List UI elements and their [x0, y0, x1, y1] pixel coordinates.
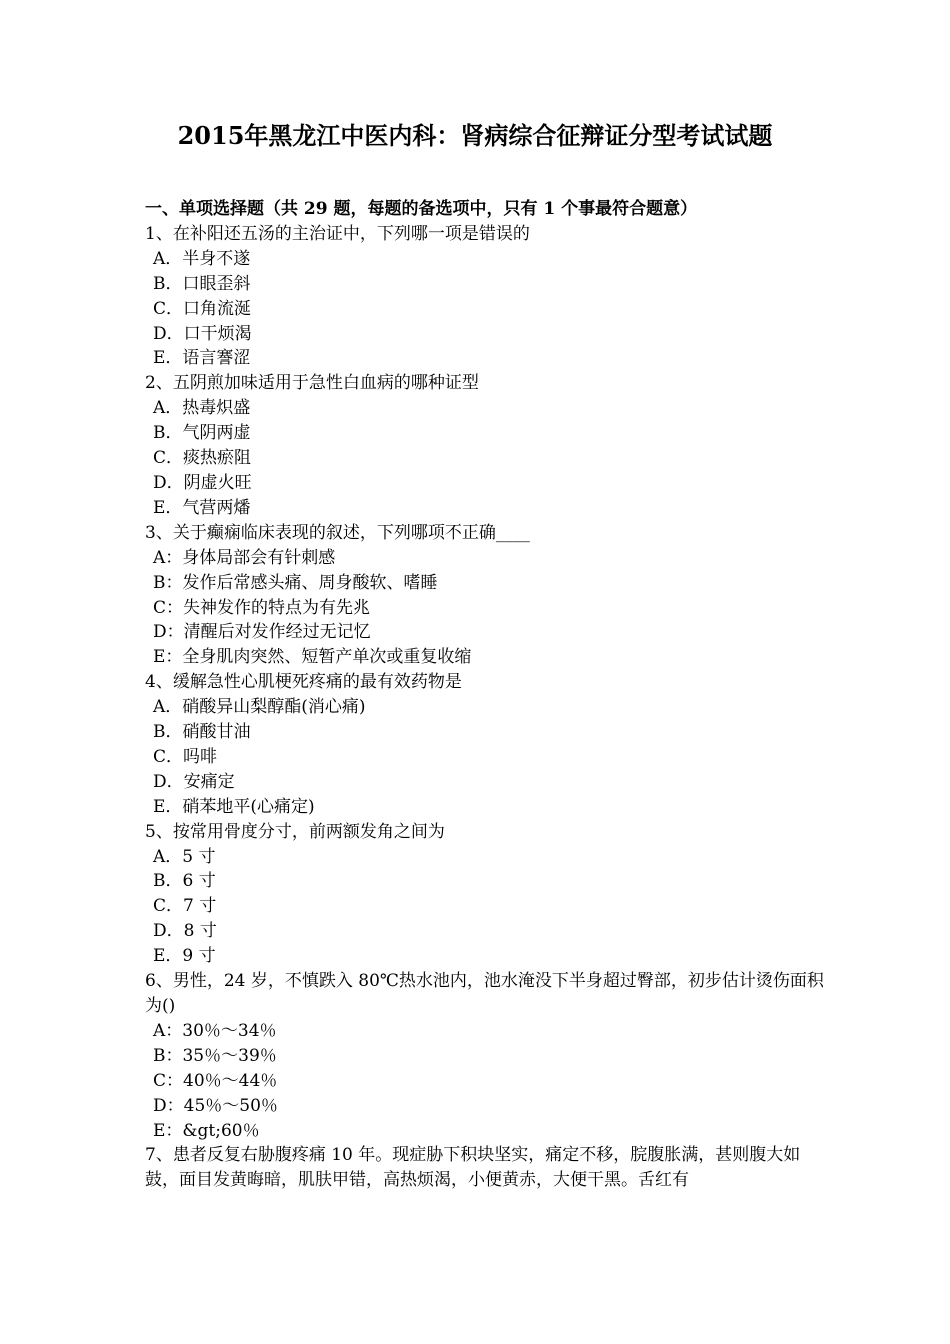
option-c: C．7 寸 [153, 896, 217, 917]
question-stem: 7、患者反复右胁腹疼痛 10 年。现症胁下积块坚实，痛定不移，脘腹胀满，甚则腹大如鼓，面目发黄晦暗，肌肤甲错，高热烦渴，小便黄赤，大便干黑。舌红有 [145, 1145, 801, 1191]
document-title: 2015年黑龙江中医内科：肾病综合征辩证分型考试试题 [177, 121, 773, 150]
option-e: E．硝苯地平(心痛定) [153, 796, 315, 817]
option-b: B．气阴两虚 [153, 423, 251, 444]
option-e: E．9 寸 [153, 946, 216, 967]
question-7 [145, 1143, 825, 1193]
option-a: A．硝酸异山梨醇酯(消心痛) [153, 697, 366, 718]
section-heading: 一、单项选择题（共 29 题，每题的备选项中，只有 1 个事最符合题意） [145, 199, 698, 219]
option-a: A．5 寸 [153, 846, 216, 867]
option-e: E．气营两燔 [153, 497, 251, 518]
question-stem: 2、五阴煎加味适用于急性白血病的哪种证型 [145, 373, 479, 394]
question-2 [145, 371, 825, 520]
question-stem: 4、缓解急性心肌梗死疼痛的最有效药物是 [145, 672, 462, 693]
option-d: D：清醒后对发作经过无记忆 [153, 622, 371, 643]
option-d: D．阴虚火旺 [153, 472, 252, 493]
option-c: C：40％～44％ [153, 1070, 278, 1091]
option-d: D：45％～50％ [153, 1095, 278, 1116]
option-d: D．安痛定 [153, 771, 235, 792]
option-d: D．口干烦渴 [153, 323, 252, 344]
question-4 [145, 670, 825, 819]
option-a: A：身体局部会有针刺感 [153, 547, 336, 568]
question-3 [145, 521, 825, 670]
option-c: C：失神发作的特点为有先兆 [153, 597, 371, 618]
option-b: B．6 寸 [153, 871, 216, 892]
option-a: A．热毒炽盛 [153, 398, 251, 419]
option-c: C．口角流涎 [153, 298, 252, 319]
option-b: B．硝酸甘油 [153, 722, 251, 743]
option-c: C．痰热瘀阻 [153, 448, 252, 469]
question-5 [145, 820, 825, 969]
option-a: A．半身不遂 [153, 248, 251, 269]
option-e: E：&gt;60％ [153, 1120, 260, 1141]
question-6 [145, 969, 825, 1143]
option-b: B．口眼歪斜 [153, 273, 251, 294]
question-stem: 3、关于癫痫临床表现的叙述，下列哪项不正确____ [145, 522, 530, 543]
option-d: D．8 寸 [153, 921, 217, 942]
question-stem: 5、按常用骨度分寸，前两额发角之间为 [145, 821, 445, 842]
option-b: B：发作后常感头痛、周身酸软、嗜睡 [153, 572, 438, 593]
document-body [145, 197, 825, 1193]
option-e: E：全身肌肉突然、短暂产单次或重复收缩 [153, 647, 472, 668]
option-b: B：35％～39％ [153, 1045, 277, 1066]
question-stem: 6、男性，24 岁，不慎跌入 80℃热水池内，池水淹没下半身超过臀部，初步估计烫伤面积为() [145, 971, 824, 1016]
option-c: C．吗啡 [153, 746, 218, 767]
question-stem: 1、在补阳还五汤的主治证中，下列哪一项是错误的 [145, 223, 530, 244]
question-1 [145, 222, 825, 371]
option-a: A：30％～34％ [153, 1020, 277, 1041]
option-e: E．语言謇涩 [153, 348, 251, 369]
